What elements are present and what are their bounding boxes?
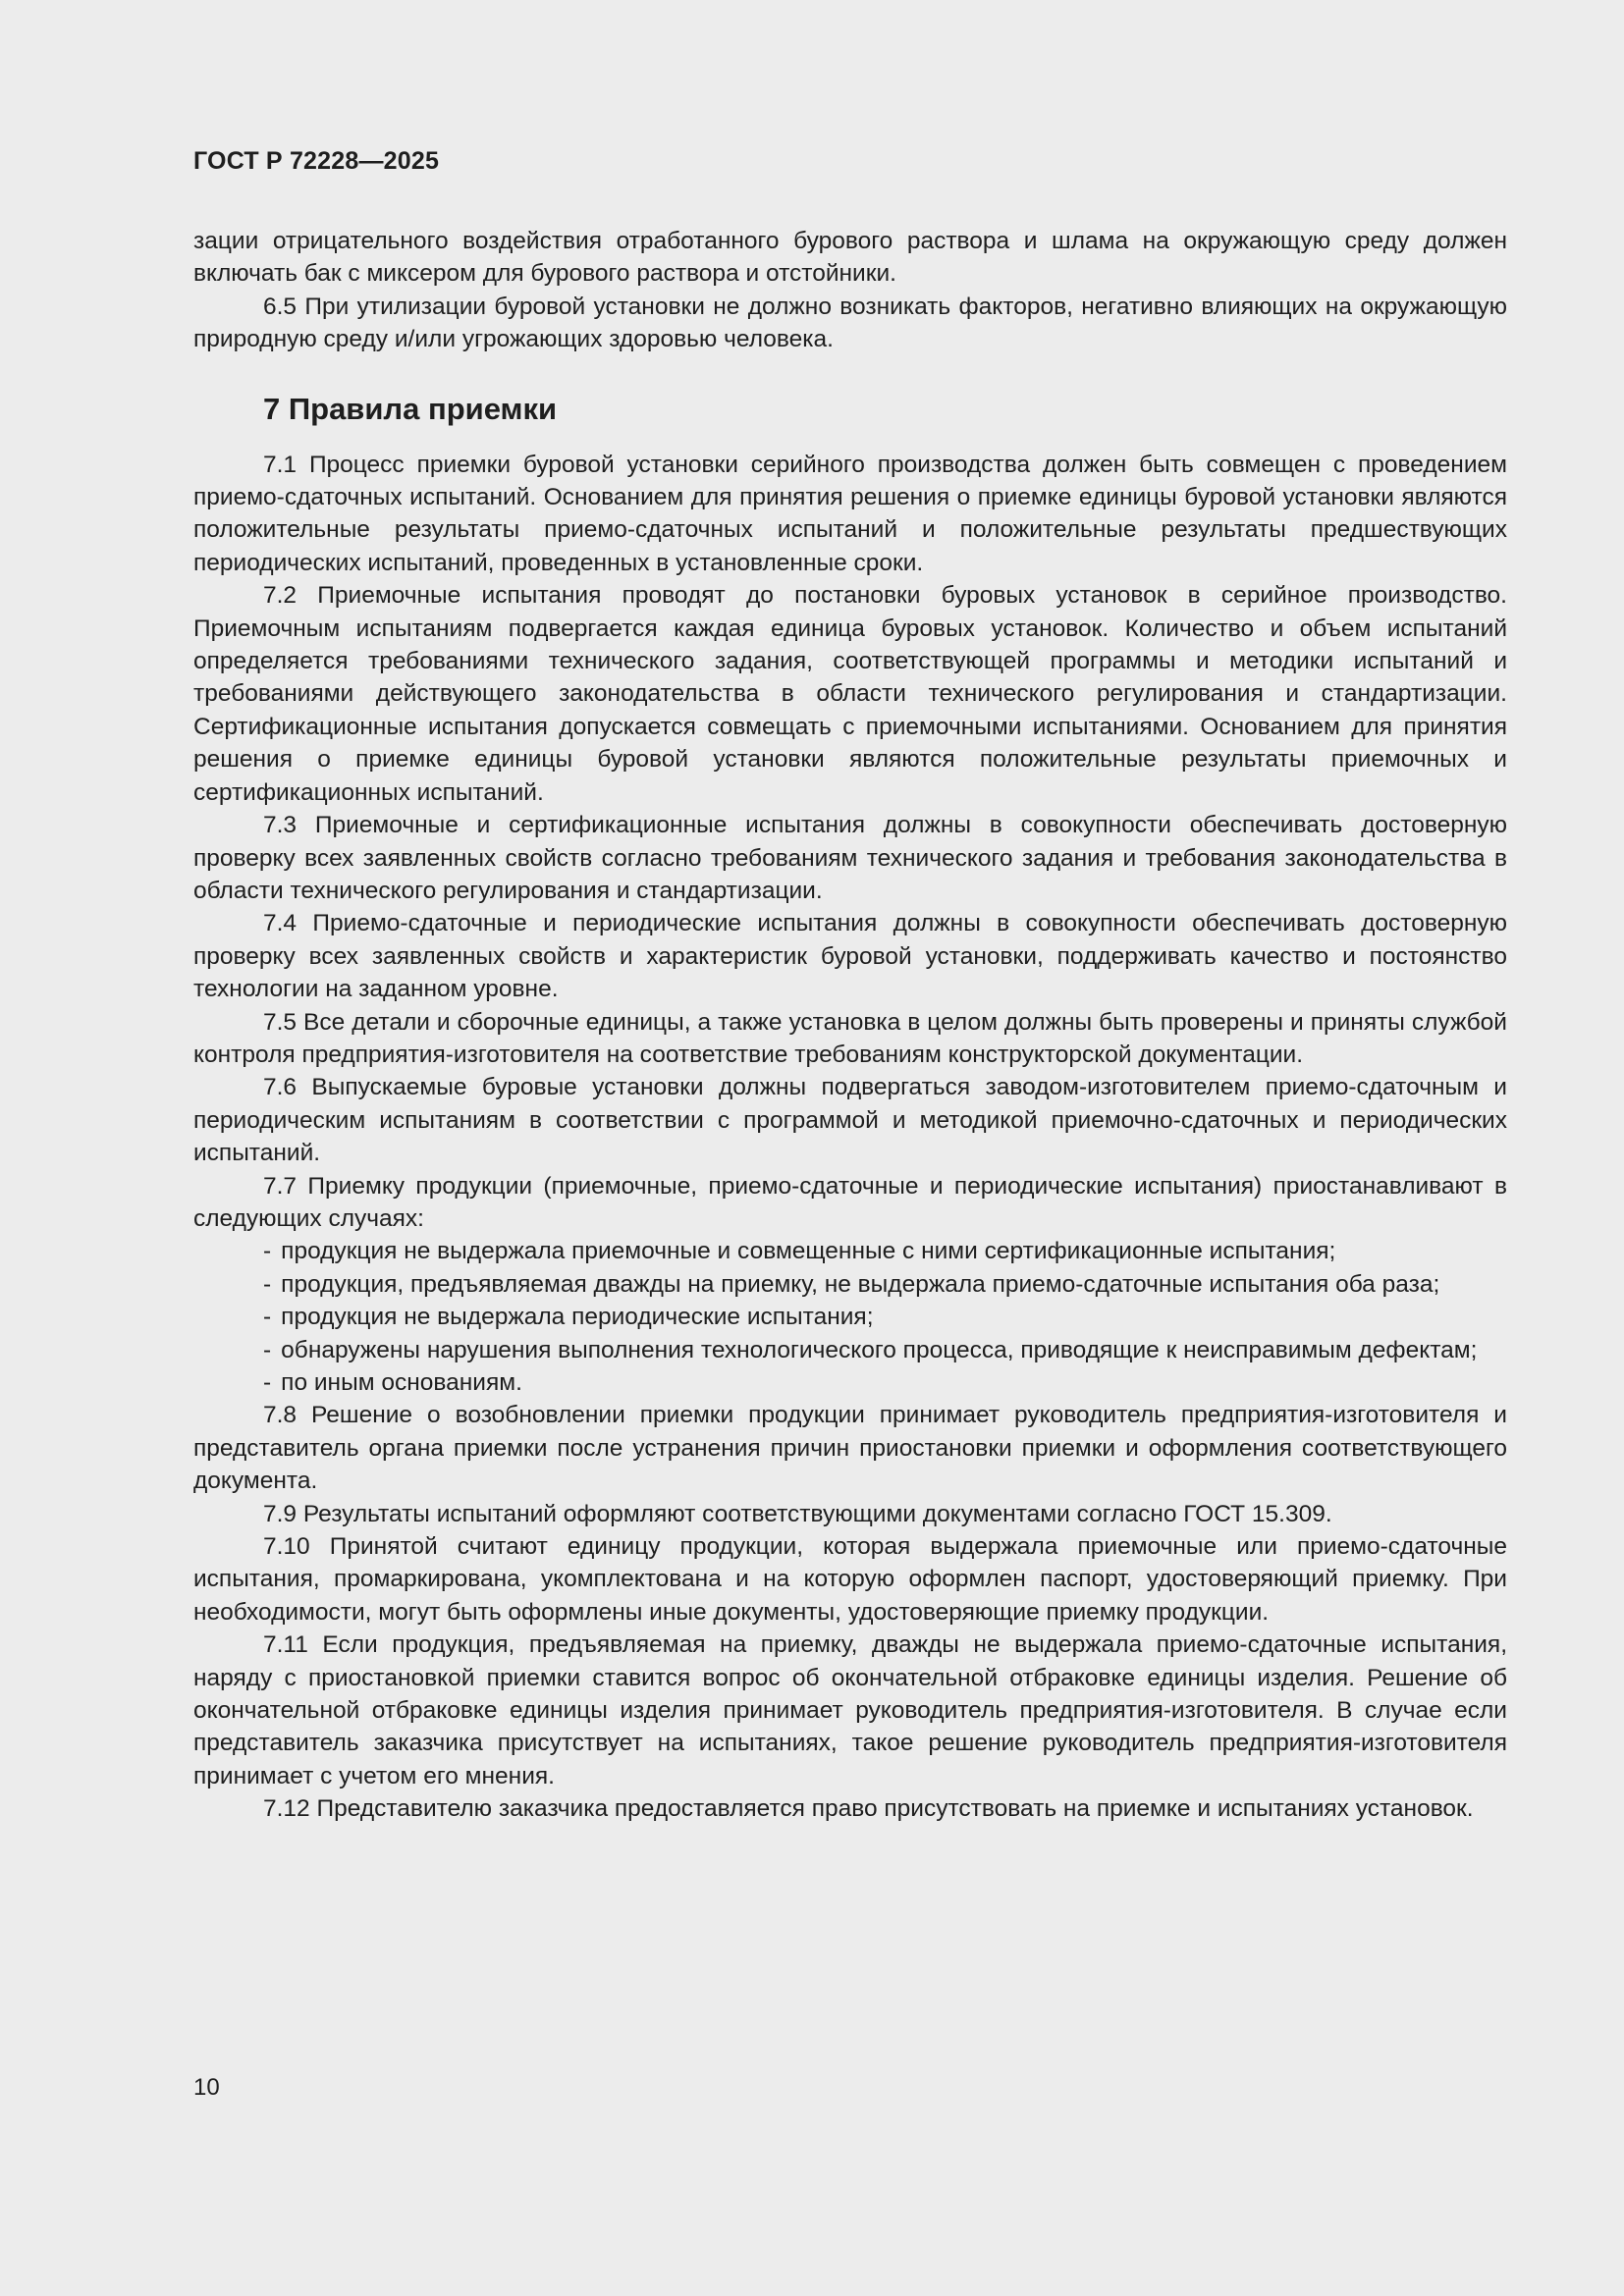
page-number: 10 bbox=[193, 2074, 220, 2101]
list-dash: - bbox=[263, 1270, 272, 1298]
paragraph-6-5: 6.5 При утилизации буровой установки не должно возникать факторов, негативно влияющих на окружающую природную среду и/или угрожающих здоровью человека. bbox=[193, 293, 1507, 353]
paragraph-7-8: 7.8 Решение о возобновлении приемки продукции принимает руководитель предприятия-изготовителя и представитель органа приемки после устранения причин приостановки приемки и оформления соответствующего документа. bbox=[193, 1402, 1507, 1495]
list-item bbox=[193, 1301, 1507, 1333]
list-item-text: продукция не выдержала периодические испытания; bbox=[281, 1304, 874, 1331]
paragraph-7-2: 7.2 Приемочные испытания проводят до постановки буровых установок в серийное производство. Приемочным испытаниям подвергается каждая единица буровых установок. Количество и объем испытаний определяется требованиями технического задания, соответствующей программы и методики испытаний и требованиями действующего законодательства в области технического регулирования и стандартизации. Сертификационные испытания допускается совмещать с приемочными испытаниями. Основанием для принятия решения о приемке единицы буровой установки являются положительные результаты приемочных и сертификационных испытаний. bbox=[193, 582, 1507, 806]
list-item bbox=[193, 1366, 1507, 1399]
paragraph-7-10: 7.10 Принятой считают единицу продукции, которая выдержала приемочные или приемо-сдаточные испытания, промаркирована, укомплектована и на которую оформлен паспорт, удостоверяющий приемку. При необходимости, могут быть оформлены иные документы, удостоверяющие приемку продукции. bbox=[193, 1533, 1507, 1626]
list-item-text: продукция не выдержала приемочные и совмещенные с ними сертификационные испытания; bbox=[281, 1238, 1336, 1265]
document-code-header: ГОСТ Р 72228—2025 bbox=[193, 147, 440, 175]
paragraph-7-1: 7.1 Процесс приемки буровой установки серийного производства должен быть совмещен с проведением приемо-сдаточных испытаний. Основанием для принятия решения о приемке единицы буровой установки являются положительные результаты приемо-сдаточных испытаний и положительные результаты предшествующих периодических испытаний, проведенных в установленные сроки. bbox=[193, 451, 1507, 576]
paragraph-7-4: 7.4 Приемо-сдаточные и периодические испытания должны в совокупности обеспечивать достоверную проверку всех заявленных свойств и характеристик буровой установки, поддерживать качество и постоянство технологии на заданном уровне. bbox=[193, 910, 1507, 1003]
list-item-text: обнаружены нарушения выполнения технологического процесса, приводящие к неисправимым дефектам; bbox=[281, 1336, 1478, 1363]
document-body bbox=[193, 225, 1507, 1826]
paragraph-7-11: 7.11 Если продукция, предъявляемая на приемку, дважды не выдержала приемо-сдаточные испытания, наряду с приостановкой приемки ставится вопрос об окончательной отбраковке единицы изделия. Решение об окончательной отбраковке единицы изделия принимает руководитель предприятия-изготовителя. В случае если представитель заказчика присутствует на испытаниях, такое решение руководитель предприятия-изготовителя принимает с учетом его мнения. bbox=[193, 1631, 1507, 1789]
list-dash: - bbox=[263, 1304, 272, 1331]
paragraph-7-12: 7.12 Представителю заказчика предоставляется право присутствовать на приемке и испытаниях установок. bbox=[263, 1795, 1474, 1823]
list-item bbox=[193, 1235, 1507, 1267]
paragraph-7-5: 7.5 Все детали и сборочные единицы, а также установка в целом должны быть проверены и приняты службой контроля предприятия-изготовителя на соответствие требованиям конструкторской документации. bbox=[193, 1008, 1507, 1068]
list-item-text: продукция, предъявляемая дважды на приемку, не выдержала приемо-сдаточные испытания оба раза; bbox=[281, 1270, 1440, 1298]
paragraph-7-7: 7.7 Приемку продукции (приемочные, приемо-сдаточные и периодические испытания) приостанавливают в следующих случаях: bbox=[193, 1172, 1507, 1232]
list-dash: - bbox=[263, 1369, 272, 1396]
paragraph-continuation: зации отрицательного воздействия отработанного бурового раствора и шлама на окружающую среду должен включать бак с миксером для бурового раствора и отстойники. bbox=[193, 228, 1507, 288]
list-item-text: по иным основаниям. bbox=[281, 1369, 522, 1396]
list-dash: - bbox=[263, 1336, 272, 1363]
list-dash: - bbox=[263, 1238, 272, 1265]
paragraph-7-9: 7.9 Результаты испытаний оформляют соответствующими документами согласно ГОСТ 15.309. bbox=[263, 1500, 1332, 1527]
list-item bbox=[193, 1268, 1507, 1301]
paragraph-7-6: 7.6 Выпускаемые буровые установки должны подвергаться заводом-изготовителем приемо-сдаточным и периодическим испытаниям в соответствии с программой и методикой приемочно-сдаточных и периодических испытаний. bbox=[193, 1074, 1507, 1167]
list-item bbox=[193, 1334, 1507, 1366]
section-title: 7 Правила приемки bbox=[263, 391, 558, 426]
paragraph-7-3: 7.3 Приемочные и сертификационные испытания должны в совокупности обеспечивать достоверную проверку всех заявленных свойств согласно требованиям технического задания и требования законодательства в области технического регулирования и стандартизации. bbox=[193, 812, 1507, 904]
